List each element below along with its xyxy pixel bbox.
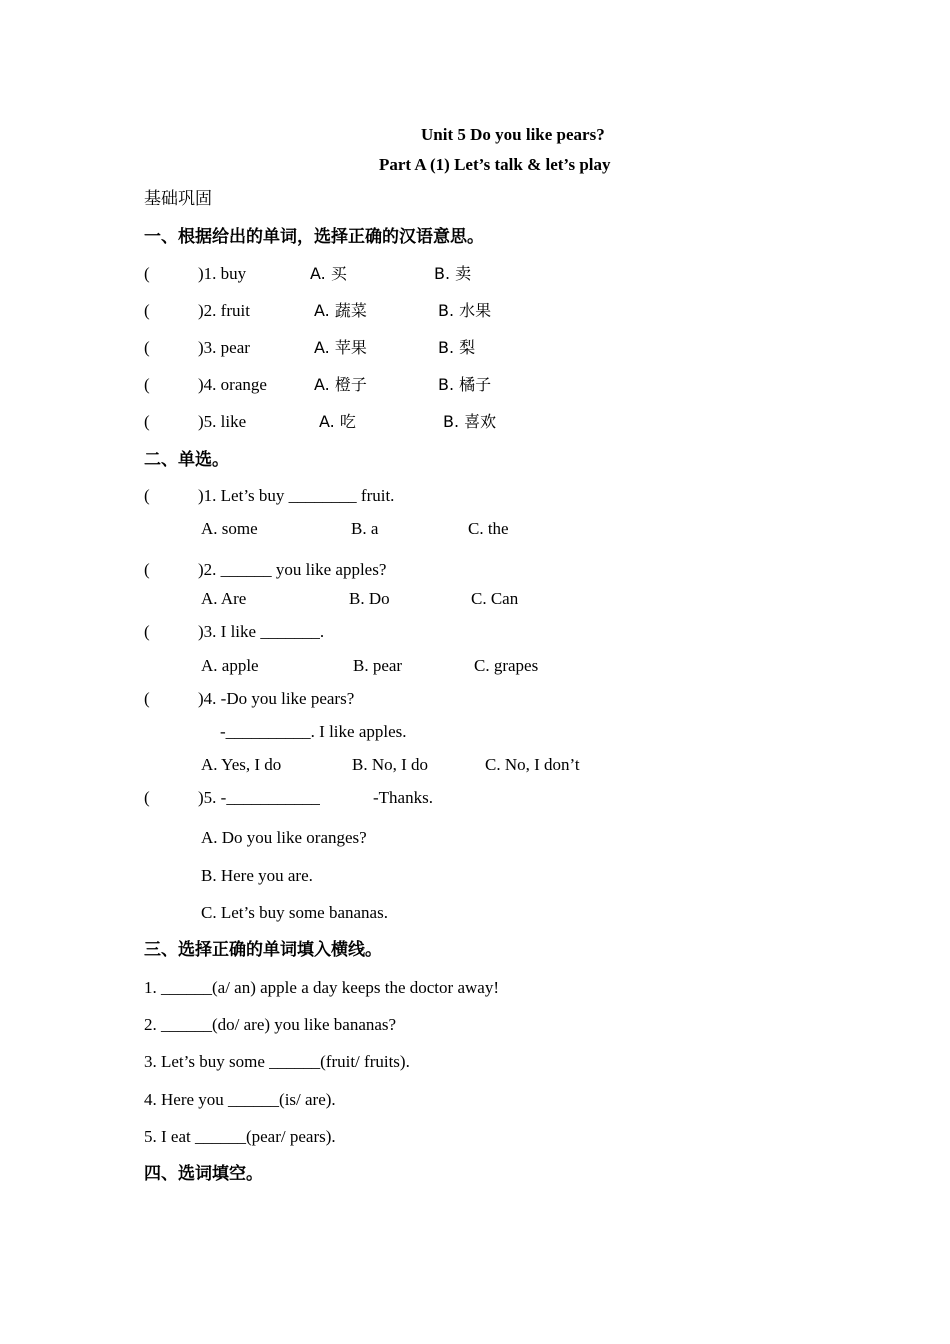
option-b: B. a (351, 519, 379, 538)
section-label-basics: 基础巩固 (144, 189, 212, 209)
answer-bracket: ( (144, 689, 150, 708)
fill-blank-item: 2. ______(do/ are) you like bananas? (144, 1015, 397, 1034)
option-b: B. No, I do (352, 755, 429, 774)
section2-heading: 二、单选。 (144, 450, 229, 470)
option-b: B. pear (353, 656, 403, 675)
question-text: )1. Let’s buy ________ fruit. (198, 486, 395, 505)
option-b: B. Here you are. (201, 866, 313, 885)
option-c: C. the (468, 519, 509, 538)
answer-bracket: ( (144, 338, 150, 357)
question-text: )3. I like _______. (198, 622, 325, 641)
option-c: C. Can (471, 589, 519, 608)
question-word: )5. like (198, 412, 247, 431)
section1-heading: 一、根据给出的单词，选择正确的汉语意思。 (144, 227, 484, 247)
option-a: A. 吃 (319, 412, 356, 431)
option-a: A. 买 (310, 264, 347, 283)
answer-bracket: ( (144, 788, 150, 807)
option-b: B. 橘子 (438, 375, 492, 394)
option-c: C. grapes (474, 656, 539, 675)
option-a: A. Do you like oranges? (201, 828, 367, 847)
answer-bracket: ( (144, 560, 150, 579)
question-response-line: -__________. I like apples. (220, 722, 407, 741)
fill-blank-item: 3. Let’s buy some ______(fruit/ fruits). (144, 1052, 410, 1071)
question-word: )2. fruit (198, 301, 250, 320)
option-b: B. Do (349, 589, 390, 608)
fill-blank-item: 1. ______(a/ an) apple a day keeps the doctor away! (144, 978, 499, 997)
question-word: )4. orange (198, 375, 267, 394)
option-a: A. 橙子 (314, 375, 367, 394)
option-b: B. 喜欢 (443, 412, 497, 431)
question-text: )2. ______ you like apples? (198, 560, 387, 579)
option-a: A. Are (201, 589, 247, 608)
question-word: )3. pear (198, 338, 250, 357)
option-b: B. 水果 (438, 301, 492, 320)
question-word: )1. buy (198, 264, 247, 283)
option-c: C. Let’s buy some bananas. (201, 903, 388, 922)
option-a: A. some (201, 519, 258, 538)
option-a: A. 苹果 (314, 338, 367, 357)
option-b: B. 梨 (438, 338, 476, 357)
answer-bracket: ( (144, 301, 150, 320)
answer-bracket: ( (144, 375, 150, 394)
question-text: )5. -___________ (198, 788, 320, 807)
answer-bracket: ( (144, 622, 150, 641)
fill-blank-item: 5. I eat ______(pear/ pears). (144, 1127, 336, 1146)
fill-blank-item: 4. Here you ______(is/ are). (144, 1090, 336, 1109)
answer-bracket: ( (144, 486, 150, 505)
option-a: A. 蔬菜 (314, 301, 367, 320)
answer-bracket: ( (144, 412, 150, 431)
option-c: C. No, I don’t (485, 755, 580, 774)
question-reply: -Thanks. (373, 788, 433, 807)
option-a: A. Yes, I do (201, 755, 282, 774)
option-b: B. 卖 (434, 264, 472, 283)
section3-heading: 三、选择正确的单词填入横线。 (144, 940, 382, 960)
option-a: A. apple (201, 656, 259, 675)
question-text: )4. -Do you like pears? (198, 689, 355, 708)
page-title: Unit 5 Do you like pears? (421, 125, 605, 144)
page-subtitle: Part A (1) Let’s talk & let’s play (379, 155, 611, 174)
answer-bracket: ( (144, 264, 150, 283)
section4-heading: 四、选词填空。 (144, 1164, 263, 1184)
